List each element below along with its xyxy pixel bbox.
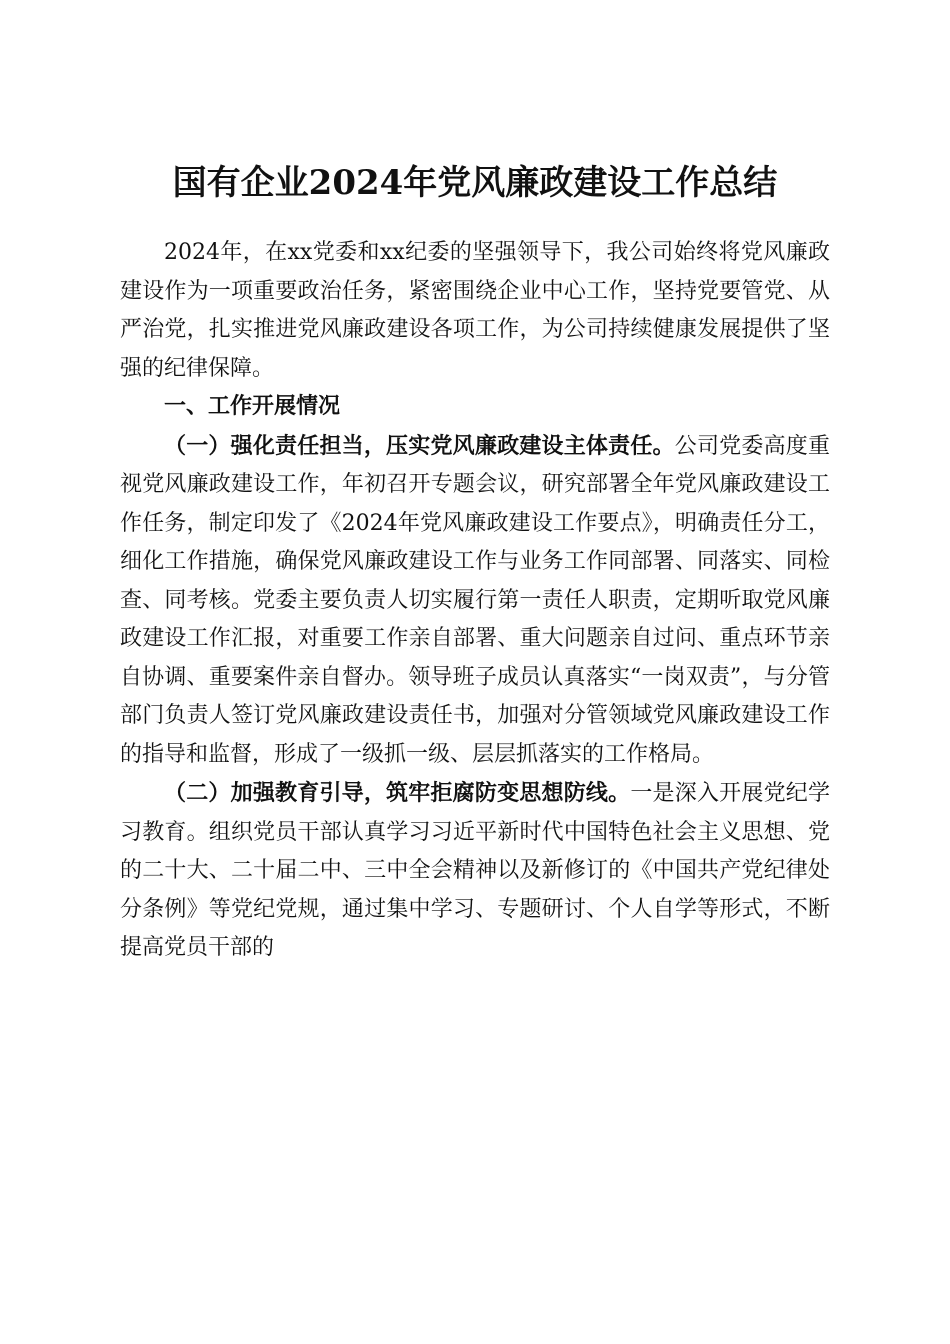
subsection-1-paragraph [120,427,830,775]
subsection-2-body: 一是深入开展党纪学习教育。组织党员干部认真学习习近平新时代中国特色社会主义思想、党的二十大、二十届二中、三中全会精神以及新修订的《中国共产党纪律处分条例》等党纪党规，通过集中学习、专题研讨、个人自学等形式，不断提高党员干部的 [120,781,830,960]
subsection-2-paragraph [120,774,830,968]
subsection-1-body: 公司党委高度重视党风廉政建设工作，年初召开专题会议，研究部署全年党风廉政建设工作任务，制定印发了《2024年党风廉政建设工作要点》，明确责任分工，细化工作措施，确保党风廉政建设工作与业务工作同部署、同落实、同检查、同考核。党委主要负责人切实履行第一责任人职责，定期听取党风廉政建设工作汇报，对重要工作亲自部署、重大问题亲自过问、重点环节亲自协调、重要案件亲自督办。领导班子成员认真落实“一岗双责”，与分管部门负责人签订党风廉政建设责任书，加强对分管领域党风廉政建设工作的指导和监督，形成了一级抓一级、层层抓落实的工作格局。 [120,433,830,767]
subsection-2-lead: （二）加强教育引导，筑牢拒腐防变思想防线。 [164,780,631,806]
document-body [120,234,830,968]
document-title: 国有企业2024年党风廉政建设工作总结 [172,162,778,203]
section-heading: 一、工作开展情况 [164,394,341,419]
intro-paragraph: 2024年，在xx党委和xx纪委的坚强领导下，我公司始终将党风廉政建设作为一项重要政治任务，紧密围绕企业中心工作，坚持党要管党、从严治党，扎实推进党风廉政建设各项工作，为公司持续健康发展提供了坚强的纪律保障。 [120,240,830,381]
subsection-1-lead: （一）强化责任担当，压实党风廉政建设主体责任。 [164,432,675,459]
